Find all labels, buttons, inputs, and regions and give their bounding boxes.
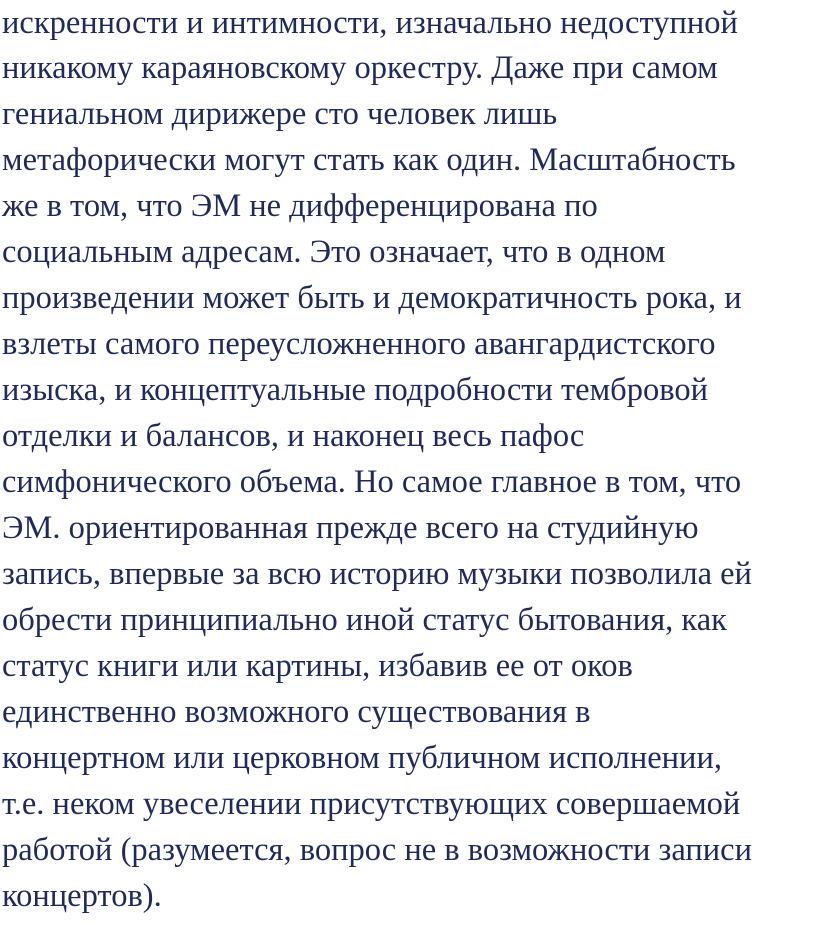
text-line-15: статус книги или картины, избавив ее от оков — [2, 648, 633, 684]
text-line-13: запись, впервые за всю историю музыки позволила ей — [2, 556, 752, 592]
text-line-8: взлеты самого переусложненного авангардистского — [2, 326, 716, 362]
text-line-1: искренности и интимности, изначально недоступной — [2, 5, 738, 41]
text-line-2: никакому караяновскому оркестру. Даже при самом — [2, 50, 718, 86]
text-line-20: концертов). — [2, 878, 162, 914]
text-line-19: работой (разумеется, вопрос не в возможности записи — [2, 832, 752, 868]
text-line-7: произведении может быть и демократичность рока, и — [2, 280, 742, 316]
text-line-6: социальным адресам. Это означает, что в одном — [2, 234, 666, 270]
text-line-11: симфонического объема. Но самое главное в том, что — [2, 464, 742, 500]
text-line-18: т.е. неком увеселении присутствующих совершаемой — [2, 786, 741, 822]
text-line-17: концертном или церковном публичном исполнении, — [2, 740, 722, 776]
text-line-10: отделки и балансов, и наконец весь пафос — [2, 418, 585, 454]
text-line-12: ЭМ. ориентированная прежде всего на студийную — [2, 510, 699, 546]
text-line-9: изыска, и концептуальные подробности тембровой — [2, 372, 708, 408]
text-line-14: обрести принципиально иной статус бытования, как — [2, 602, 727, 638]
text-line-3: гениальном дирижере сто человек лишь — [2, 96, 558, 132]
text-line-5: же в том, что ЭМ не дифференцирована по — [2, 188, 598, 224]
text-line-4: метафорически могут стать как один. Масштабность — [2, 142, 736, 178]
text-line-16: единственно возможного существования в — [2, 694, 591, 730]
